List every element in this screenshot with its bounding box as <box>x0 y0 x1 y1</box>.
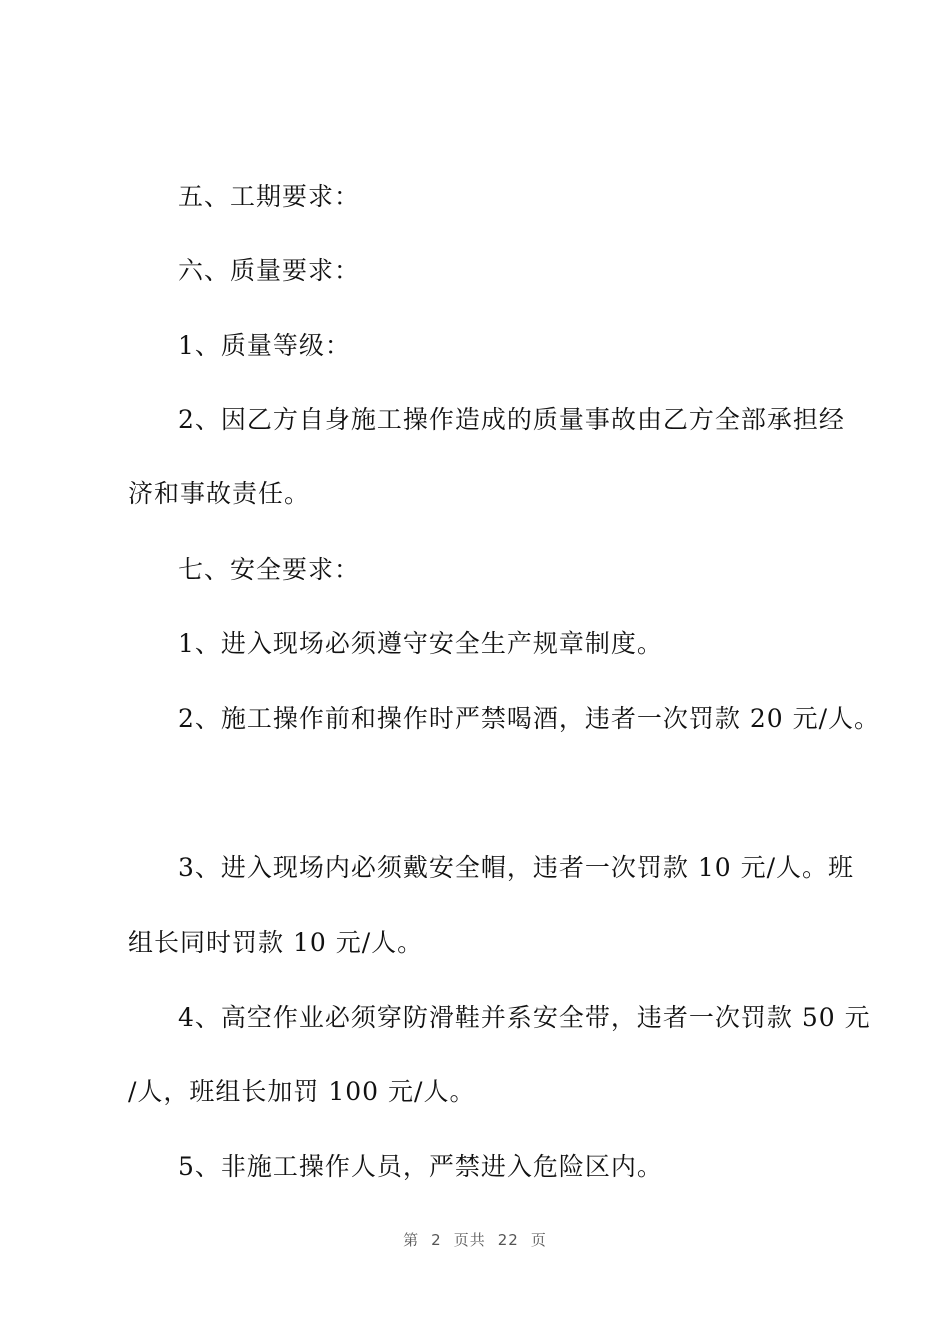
paragraph: 4、高空作业必须穿防滑鞋并系安全带，违者一次罚款 50 元 <box>178 1003 871 1032</box>
footer-total-pages: 22 <box>497 1231 519 1249</box>
paragraph: 5、非施工操作人员，严禁进入危险区内。 <box>178 1152 663 1181</box>
paragraph-continuation: 组长同时罚款 10 元/人。 <box>128 928 424 957</box>
paragraph: 1、质量等级： <box>178 331 351 360</box>
heading-safety: 七、安全要求： <box>178 555 361 584</box>
paragraph: 2、施工操作前和操作时严禁喝酒，违者一次罚款 20 元/人。 <box>178 704 881 733</box>
paragraph-continuation: /人，班组长加罚 100 元/人。 <box>128 1077 476 1106</box>
footer-suffix: 页 <box>530 1231 547 1249</box>
heading-schedule: 五、工期要求： <box>178 182 361 211</box>
footer-page-number: 2 <box>431 1231 442 1249</box>
heading-quality: 六、质量要求： <box>178 256 361 285</box>
paragraph: 2、因乙方自身施工操作造成的质量事故由乙方全部承担经 <box>178 405 845 434</box>
paragraph: 1、进入现场必须遵守安全生产规章制度。 <box>178 629 663 658</box>
page-footer <box>0 1229 950 1250</box>
footer-prefix: 第 <box>403 1231 420 1249</box>
paragraph-continuation: 济和事故责任。 <box>128 479 311 508</box>
footer-middle: 页共 <box>453 1231 486 1249</box>
paragraph: 3、进入现场内必须戴安全帽，违者一次罚款 10 元/人。班 <box>178 853 855 882</box>
